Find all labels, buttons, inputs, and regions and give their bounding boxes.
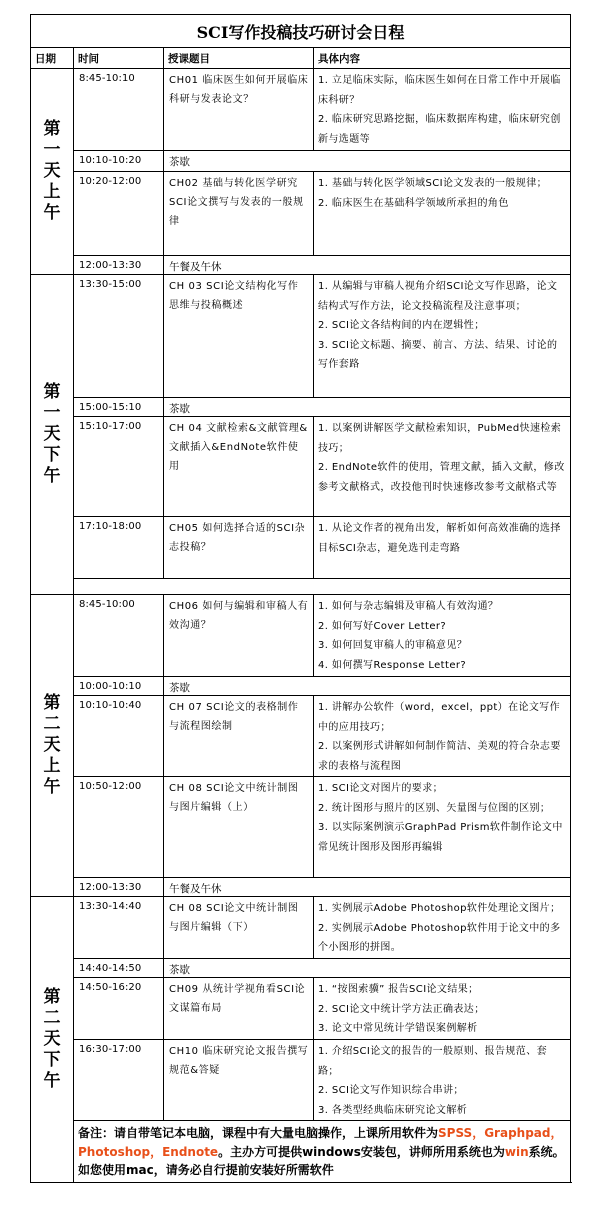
day-label-char: 第 — [43, 382, 61, 402]
break-label: 午餐及午休 — [164, 878, 571, 897]
session-time: 10:10-10:20 — [74, 151, 164, 172]
session-time: 12:00-13:30 — [74, 878, 164, 897]
page-title: SCI写作投稿技巧研讨会日程 — [31, 15, 571, 48]
content-item: 1. 从论文作者的视角出发，解析如何高效准确的选择目标SCI杂志，避免选刊走弯路 — [318, 523, 561, 554]
session-content — [314, 172, 571, 256]
session-topic: CH05 如何选择合适的SCI杂志投稿？ — [164, 517, 314, 579]
session-content — [314, 275, 571, 398]
session-time: 14:40-14:50 — [74, 959, 164, 978]
content-item: 3. 如何回复审稿人的审稿意见？ — [318, 640, 468, 651]
session-time: 8:45-10:00 — [74, 595, 164, 677]
content-item: 1. 如何与杂志编辑及审稿人有效沟通？ — [318, 601, 499, 612]
session-content — [314, 417, 571, 517]
header-date: 日期 — [31, 48, 74, 69]
content-item: 2. 临床研究思路挖掘，临床数据库构建，临床研究创新与选题等 — [318, 114, 561, 145]
table-row — [31, 978, 571, 1040]
day-label-char: 午 — [43, 466, 61, 486]
day-label-char: 上 — [43, 756, 61, 776]
content-item: 2. 统计图形与照片的区别、矢量图与位图的区别； — [318, 802, 551, 814]
session-time: 13:30-15:00 — [74, 275, 164, 398]
day-label-char: 上 — [43, 182, 61, 202]
table-row — [31, 897, 571, 959]
content-item: 1. 讲解办公软件（word，excel，ppt）在论文写作中的应用技巧； — [318, 702, 561, 733]
session-topic: CH09 从统计学视角看SCI论文谋篇布局 — [164, 978, 314, 1040]
break-label: 茶歇 — [164, 398, 571, 417]
content-item: 2. EndNote软件的使用，管理文献，插入文献，修改参考文献格式，改投他刊时快速修改参考文献格式等 — [318, 462, 565, 493]
day-label-char: 二 — [43, 1007, 61, 1028]
note-row — [31, 1121, 571, 1183]
content-item: 2. SCI论文写作知识综合串讲； — [318, 1085, 464, 1096]
session-content — [314, 777, 571, 878]
content-item: 1. 介绍SCI论文的报告的一般原则、报告规范、套路； — [318, 1046, 547, 1077]
table-row — [31, 69, 571, 151]
header-topic: 授课题目 — [164, 48, 314, 69]
content-item: 4. 如何撰写Response Letter? — [318, 659, 467, 671]
table-row — [31, 275, 571, 398]
day-label-char: 天 — [43, 1028, 61, 1049]
table-row — [31, 677, 571, 696]
content-item: 3. 以实际案例演示GraphPad Prism软件制作论文中常见统计图形及图形再编辑 — [318, 822, 563, 853]
content-item: 2. 实例展示Adobe Photoshop软件用于论文中的多个小图形的拼图。 — [318, 922, 561, 953]
session-topic: CH 08 SCI论文中统计制图与图片编辑（下） — [164, 897, 314, 959]
table-row — [31, 517, 571, 579]
content-item: 1. 以案例讲解医学文献检索知识，PubMed快速检索技巧； — [318, 423, 562, 454]
session-time: 14:50-16:20 — [74, 978, 164, 1040]
session-content — [314, 978, 571, 1040]
session-content — [314, 595, 571, 677]
table-row — [31, 172, 571, 256]
day-label-char: 二 — [43, 714, 61, 734]
break-label: 茶歇 — [164, 151, 571, 172]
session-time: 13:30-14:40 — [74, 897, 164, 959]
session-time: 16:30-17:00 — [74, 1040, 164, 1121]
content-item: 3. 各类型经典临床研究论文解析 — [318, 1104, 468, 1116]
header-time: 时间 — [74, 48, 164, 69]
session-time: 8:45-10:10 — [74, 69, 164, 151]
session-time: 10:00-10:10 — [74, 677, 164, 696]
session-topic: CH 04 文献检索&文献管理&文献插入&EndNote软件使用 — [164, 417, 314, 517]
session-topic: CH 03 SCI论文结构化写作思维与投稿概述 — [164, 275, 314, 398]
note-os: win — [504, 1144, 529, 1159]
break-label: 午餐及午休 — [164, 256, 571, 275]
day-label-char: 第 — [43, 119, 61, 139]
table-row — [31, 151, 571, 172]
session-topic: CH02 基础与转化医学研究SCI论文撰写与发表的一般规律 — [164, 172, 314, 256]
session-time: 15:00-15:10 — [74, 398, 164, 417]
day-label-char: 第 — [43, 986, 61, 1007]
session-topic: CH10 临床研究论文报告撰写规范&答疑 — [164, 1040, 314, 1121]
content-item: 2. 临床医生在基础科学领域所承担的角色 — [318, 197, 509, 209]
content-item: 1. 实例展示Adobe Photoshop软件处理论文图片； — [318, 903, 561, 914]
day-label-d1pm — [31, 275, 74, 595]
session-topic: CH06 如何与编辑和审稿人有效沟通？ — [164, 595, 314, 677]
day-label-char: 天 — [43, 424, 61, 444]
break-label: 茶歇 — [164, 677, 571, 696]
day-label-char: 午 — [43, 203, 61, 223]
day-label-char: 下 — [43, 445, 61, 465]
schedule-table — [30, 14, 571, 1183]
session-content — [314, 517, 571, 579]
session-content — [314, 897, 571, 959]
content-item: 2. SCI论文各结构间的内在逻辑性； — [318, 320, 485, 331]
session-content — [314, 696, 571, 777]
note-prefix: 备注：请自带笔记本电脑，课程中有大量电脑操作，上课所用软件为 — [78, 1126, 439, 1140]
session-topic: CH 07 SCI论文的表格制作与流程图绘制 — [164, 696, 314, 777]
session-content — [314, 1040, 571, 1121]
session-content — [314, 69, 571, 151]
content-item: 2. SCI论文中统计学方法正确表达； — [318, 1003, 485, 1015]
table-row — [31, 959, 571, 978]
table-row — [31, 398, 571, 417]
spacer-row — [31, 579, 571, 595]
note-suffix: 系统。如您使用mac，请务必自行提前安装好所需软件 — [78, 1144, 565, 1177]
table-row — [31, 777, 571, 878]
session-topic: CH 08 SCI论文中统计制图与图片编辑（上） — [164, 777, 314, 878]
day-label-char: 一 — [43, 140, 61, 160]
content-item: 2. 以案例形式讲解如何制作简洁、美观的符合杂志要求的表格与流程图 — [318, 741, 561, 772]
day-label-d2pm — [31, 897, 74, 1183]
note-software: SPSS，Graphpad，Photoshop，Endnote — [78, 1126, 563, 1159]
table-row — [31, 696, 571, 777]
content-item: 1. 基础与转化医学领域SCI论文发表的一般规律； — [318, 178, 547, 189]
content-item: 2. 如何写好Cover Letter? — [318, 620, 447, 632]
header-row — [31, 48, 571, 69]
remarks-note — [74, 1121, 571, 1183]
session-time: 10:10-10:40 — [74, 696, 164, 777]
table-row — [31, 256, 571, 275]
session-topic: CH01 临床医生如何开展临床科研与发表论文？ — [164, 69, 314, 151]
day-label-char: 第 — [43, 693, 61, 713]
content-item: 1. “按图索骥” 报告SCI论文结果； — [318, 984, 479, 995]
session-time: 15:10-17:00 — [74, 417, 164, 517]
table-row — [31, 878, 571, 897]
break-label: 茶歇 — [164, 959, 571, 978]
session-time: 17:10-18:00 — [74, 517, 164, 579]
day-label-char: 午 — [43, 777, 61, 797]
session-time: 12:00-13:30 — [74, 256, 164, 275]
content-item: 1. SCI论文对图片的要求； — [318, 783, 443, 794]
day-label-d1am — [31, 69, 74, 275]
header-content: 具体内容 — [314, 48, 571, 69]
spacer-cell — [74, 579, 571, 595]
day-label-char: 午 — [43, 1070, 61, 1091]
note-mid: 。主办方可提供windows安装包，讲师所用系统也为 — [218, 1144, 505, 1159]
table-row — [31, 1040, 571, 1121]
session-time: 10:50-12:00 — [74, 777, 164, 878]
day-label-char: 一 — [43, 403, 61, 423]
content-item: 3. 论文中常见统计学错误案例解析 — [318, 1023, 478, 1034]
day-label-char: 天 — [43, 735, 61, 755]
day-label-d2am — [31, 595, 74, 897]
table-row — [31, 417, 571, 517]
day-label-char: 天 — [43, 161, 61, 181]
session-time: 10:20-12:00 — [74, 172, 164, 256]
content-item: 3. SCI论文标题、摘要、前言、方法、结果、讨论的写作套路 — [318, 339, 558, 370]
content-item: 1. 立足临床实际，临床医生如何在日常工作中开展临床科研？ — [318, 75, 561, 106]
content-item: 1. 从编辑与审稿人视角介绍SCI论文写作思路，论文结构式写作方法，论文投稿流程及注意事项； — [318, 281, 558, 312]
table-row — [31, 595, 571, 677]
day-label-char: 下 — [43, 1049, 61, 1070]
